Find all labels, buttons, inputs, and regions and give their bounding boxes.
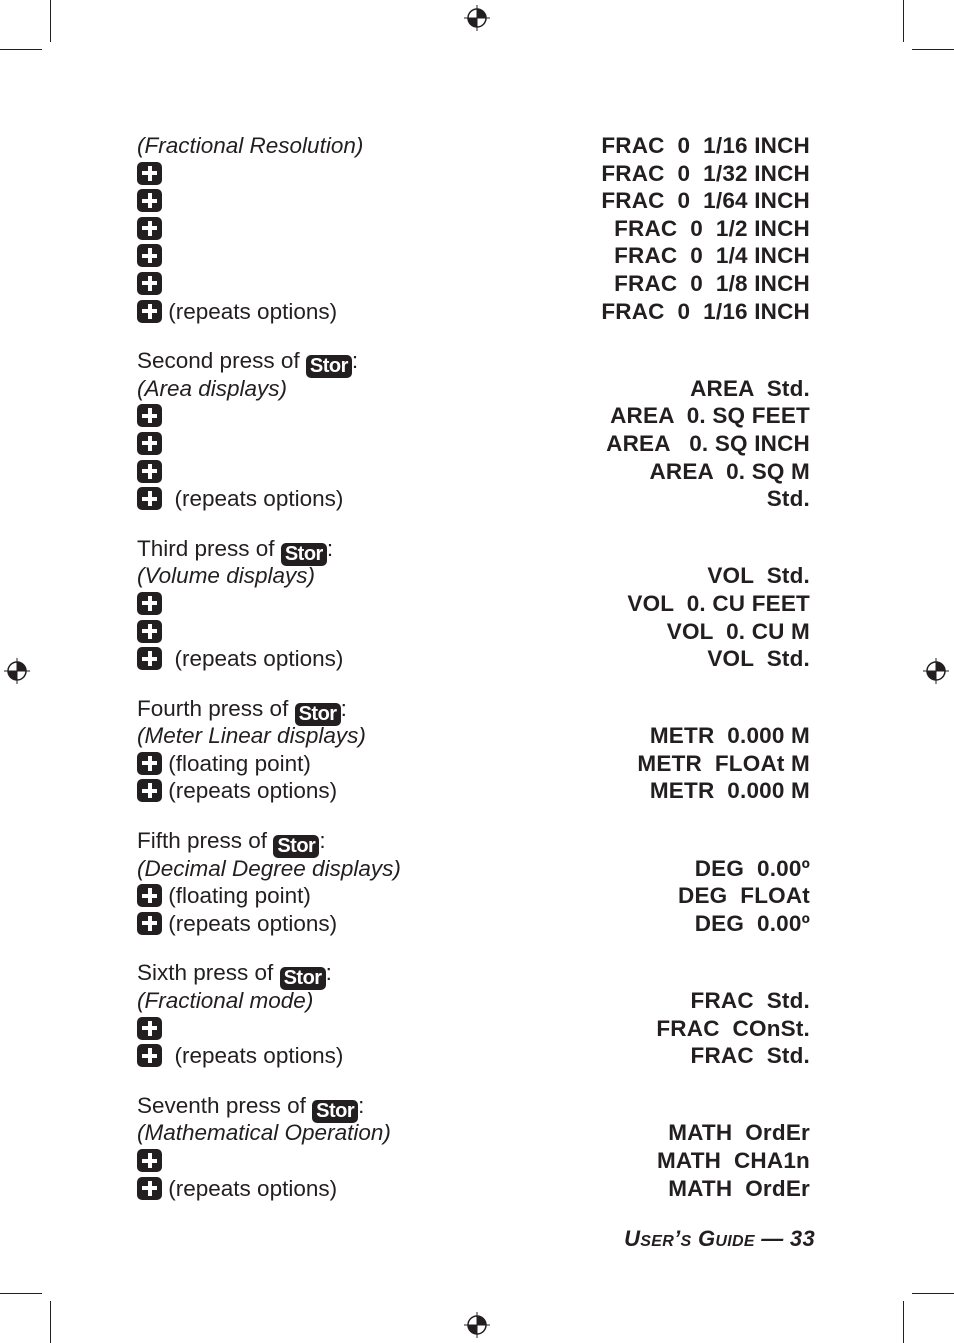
table-row	[137, 618, 810, 646]
table-row	[137, 1042, 810, 1070]
heading-suffix: :	[340, 695, 347, 721]
table-row	[137, 485, 810, 513]
plus-key-icon	[137, 912, 162, 935]
heading-prefix: Sixth press of	[137, 960, 274, 986]
row-label	[137, 187, 162, 215]
stor-key-icon: Stor	[306, 355, 352, 378]
plus-key-icon	[137, 404, 162, 427]
crop-mark	[903, 0, 904, 42]
plus-key-icon	[137, 487, 162, 510]
display-readout: VOL Std.	[707, 646, 810, 672]
display-readout: FRAC Std.	[690, 1043, 810, 1069]
section-heading	[137, 1092, 810, 1120]
row-label-text: (Area displays)	[137, 375, 288, 401]
row-label	[137, 270, 162, 298]
heading-prefix: Third press of	[137, 535, 275, 561]
row-label	[137, 298, 337, 326]
stor-key-icon: Stor	[295, 703, 341, 726]
display-readout: FRAC Std.	[690, 988, 810, 1014]
crop-mark	[912, 49, 954, 50]
footer-text: — 33	[754, 1226, 815, 1251]
display-readout: VOL 0. CU FEET	[627, 590, 810, 616]
row-label	[137, 1147, 162, 1175]
row-label	[137, 590, 162, 618]
footer-text: ’	[674, 1226, 681, 1251]
plus-key-icon	[137, 460, 162, 483]
row-label	[137, 777, 337, 805]
table-row	[137, 402, 810, 430]
heading-text	[137, 535, 333, 566]
display-readout: FRAC 0 1/64 INCH	[601, 188, 810, 214]
row-label	[137, 750, 311, 778]
row-label-text: (repeats options)	[168, 298, 338, 324]
plus-key-icon	[137, 779, 162, 802]
display-readout: METR 0.000 M	[649, 778, 810, 804]
table-row	[137, 882, 810, 910]
display-readout: FRAC 0 1/16 INCH	[601, 133, 810, 158]
heading-text	[137, 827, 326, 858]
display-readout: FRAC 0 1/8 INCH	[614, 270, 810, 296]
crop-mark	[912, 1293, 954, 1294]
display-readout: AREA 0. SQ FEET	[610, 403, 810, 429]
display-readout: MATH CHA1n	[656, 1148, 810, 1173]
footer-text: U	[624, 1226, 641, 1251]
heading-prefix: Fourth press of	[137, 695, 289, 721]
crop-mark	[0, 1293, 42, 1294]
settings-table	[137, 132, 810, 1202]
row-label	[137, 160, 162, 188]
plus-key-icon	[137, 272, 162, 295]
page-footer	[624, 1226, 815, 1252]
table-row	[137, 1015, 810, 1043]
row-label	[137, 645, 343, 673]
display-readout: DEG FLOAt	[678, 883, 810, 909]
table-row	[137, 270, 810, 298]
heading-prefix: Seventh press of	[137, 1092, 306, 1118]
display-readout: AREA 0. SQ M	[649, 458, 810, 484]
display-readout: FRAC COnSt.	[656, 1015, 810, 1041]
heading-text	[137, 959, 332, 990]
row-label	[137, 562, 315, 590]
row-label	[137, 375, 287, 403]
table-row	[137, 910, 810, 938]
heading-prefix: Fifth press of	[137, 828, 268, 854]
display-readout: VOL Std.	[707, 563, 810, 589]
registration-mark-icon	[923, 658, 949, 684]
plus-key-icon	[137, 592, 162, 615]
plus-key-icon	[137, 1177, 162, 1200]
table-row	[137, 132, 810, 160]
crop-mark	[0, 49, 42, 50]
row-label	[137, 987, 313, 1015]
row-label-text: (Meter Linear displays)	[137, 723, 366, 749]
stor-key-icon: Stor	[273, 835, 319, 858]
plus-key-icon	[137, 1044, 162, 1067]
table-row	[137, 1175, 810, 1203]
table-row	[137, 160, 810, 188]
plus-key-icon	[137, 189, 162, 212]
table-row	[137, 430, 810, 458]
row-label	[137, 1119, 391, 1147]
heading-suffix: :	[319, 828, 326, 854]
display-readout: METR 0.000 M	[649, 723, 810, 749]
row-label	[137, 215, 162, 243]
table-row	[137, 750, 810, 778]
heading-suffix: :	[326, 535, 334, 561]
row-label-text: (repeats options)	[168, 486, 344, 512]
row-label-text: (repeats options)	[168, 778, 338, 804]
row-label	[137, 485, 343, 513]
row-label	[137, 855, 401, 883]
row-label	[137, 132, 363, 160]
crop-mark	[50, 0, 51, 42]
row-label	[137, 402, 162, 430]
plus-key-icon	[137, 432, 162, 455]
section-heading	[137, 535, 810, 563]
footer-text: G	[697, 1226, 716, 1251]
table-row	[137, 215, 810, 243]
display-readout: AREA Std.	[690, 375, 810, 401]
crop-mark	[50, 1301, 51, 1343]
row-label-text: (floating point)	[168, 883, 311, 909]
row-label	[137, 882, 311, 910]
display-readout: DEG 0.00º	[694, 855, 810, 881]
row-label	[137, 458, 162, 486]
crop-mark	[903, 1301, 904, 1343]
section-heading	[137, 695, 810, 723]
plus-key-icon	[137, 1017, 162, 1040]
row-label-text: (repeats options)	[168, 646, 344, 672]
row-label	[137, 910, 337, 938]
stor-key-icon: Stor	[312, 1100, 358, 1123]
heading-suffix: :	[358, 1092, 365, 1118]
display-readout: VOL 0. CU M	[666, 618, 810, 644]
table-row	[137, 242, 810, 270]
display-readout: FRAC 0 1/32 INCH	[601, 160, 810, 186]
display-readout: Std.	[766, 486, 810, 512]
heading-text	[137, 1092, 364, 1123]
display-readout: MATH OrdEr	[668, 1175, 810, 1201]
table-row	[137, 562, 810, 590]
heading-suffix: :	[325, 960, 332, 986]
plus-key-icon	[137, 162, 162, 185]
table-row	[137, 590, 810, 618]
plus-key-icon	[137, 217, 162, 240]
row-label-text: (Fractional Resolution)	[137, 133, 364, 158]
row-label-text: (repeats options)	[168, 1043, 344, 1069]
display-readout: FRAC 0 1/16 INCH	[601, 298, 810, 324]
section-heading	[137, 959, 810, 990]
table-row	[137, 1147, 810, 1175]
display-readout: FRAC 0 1/2 INCH	[614, 215, 810, 241]
table-row	[137, 187, 810, 215]
row-label	[137, 618, 162, 646]
registration-mark-icon	[464, 1312, 490, 1338]
table-row	[137, 1119, 810, 1147]
registration-mark-icon	[464, 5, 490, 31]
plus-key-icon	[137, 620, 162, 643]
row-label-text: (Fractional mode)	[137, 988, 314, 1014]
plus-key-icon	[137, 752, 162, 775]
table-row	[137, 645, 810, 673]
heading-prefix: Second press of	[137, 348, 300, 374]
row-label-text: (Decimal Degree displays)	[137, 855, 401, 881]
footer-text: SER	[640, 1233, 675, 1250]
footer-text: UIDE	[715, 1233, 755, 1250]
plus-key-icon	[137, 884, 162, 907]
row-label	[137, 1015, 162, 1043]
section-heading	[137, 347, 810, 378]
row-label-text: (floating point)	[168, 750, 311, 776]
row-label-text: (repeats options)	[168, 1175, 338, 1201]
table-row	[137, 722, 810, 750]
plus-key-icon	[137, 1149, 162, 1172]
row-label-text: (Volume displays)	[137, 563, 315, 589]
section-heading	[137, 827, 810, 858]
plus-key-icon	[137, 300, 162, 323]
table-row	[137, 298, 810, 326]
table-row	[137, 855, 810, 883]
table-row	[137, 458, 810, 486]
row-label	[137, 1175, 337, 1203]
display-readout: MATH OrdEr	[668, 1120, 810, 1146]
row-label	[137, 430, 162, 458]
display-readout: DEG 0.00º	[694, 910, 810, 936]
stor-key-icon: Stor	[280, 967, 326, 990]
plus-key-icon	[137, 647, 162, 670]
row-label	[137, 242, 162, 270]
plus-key-icon	[137, 244, 162, 267]
row-label-text: (repeats options)	[168, 910, 338, 936]
row-label-text: (Mathematical Operation)	[137, 1120, 391, 1146]
heading-text	[137, 347, 358, 378]
footer-text: S	[680, 1233, 692, 1250]
registration-mark-icon	[4, 658, 30, 684]
display-readout: FRAC 0 1/4 INCH	[614, 243, 810, 269]
table-row	[137, 777, 810, 805]
heading-text	[137, 695, 347, 726]
row-label	[137, 722, 366, 750]
stor-key-icon: Stor	[281, 543, 327, 566]
table-row	[137, 987, 810, 1015]
heading-suffix: :	[351, 348, 359, 374]
display-readout: METR FLOAt M	[637, 750, 810, 776]
row-label	[137, 1042, 343, 1070]
table-row	[137, 375, 810, 403]
display-readout: AREA 0. SQ INCH	[606, 430, 810, 456]
